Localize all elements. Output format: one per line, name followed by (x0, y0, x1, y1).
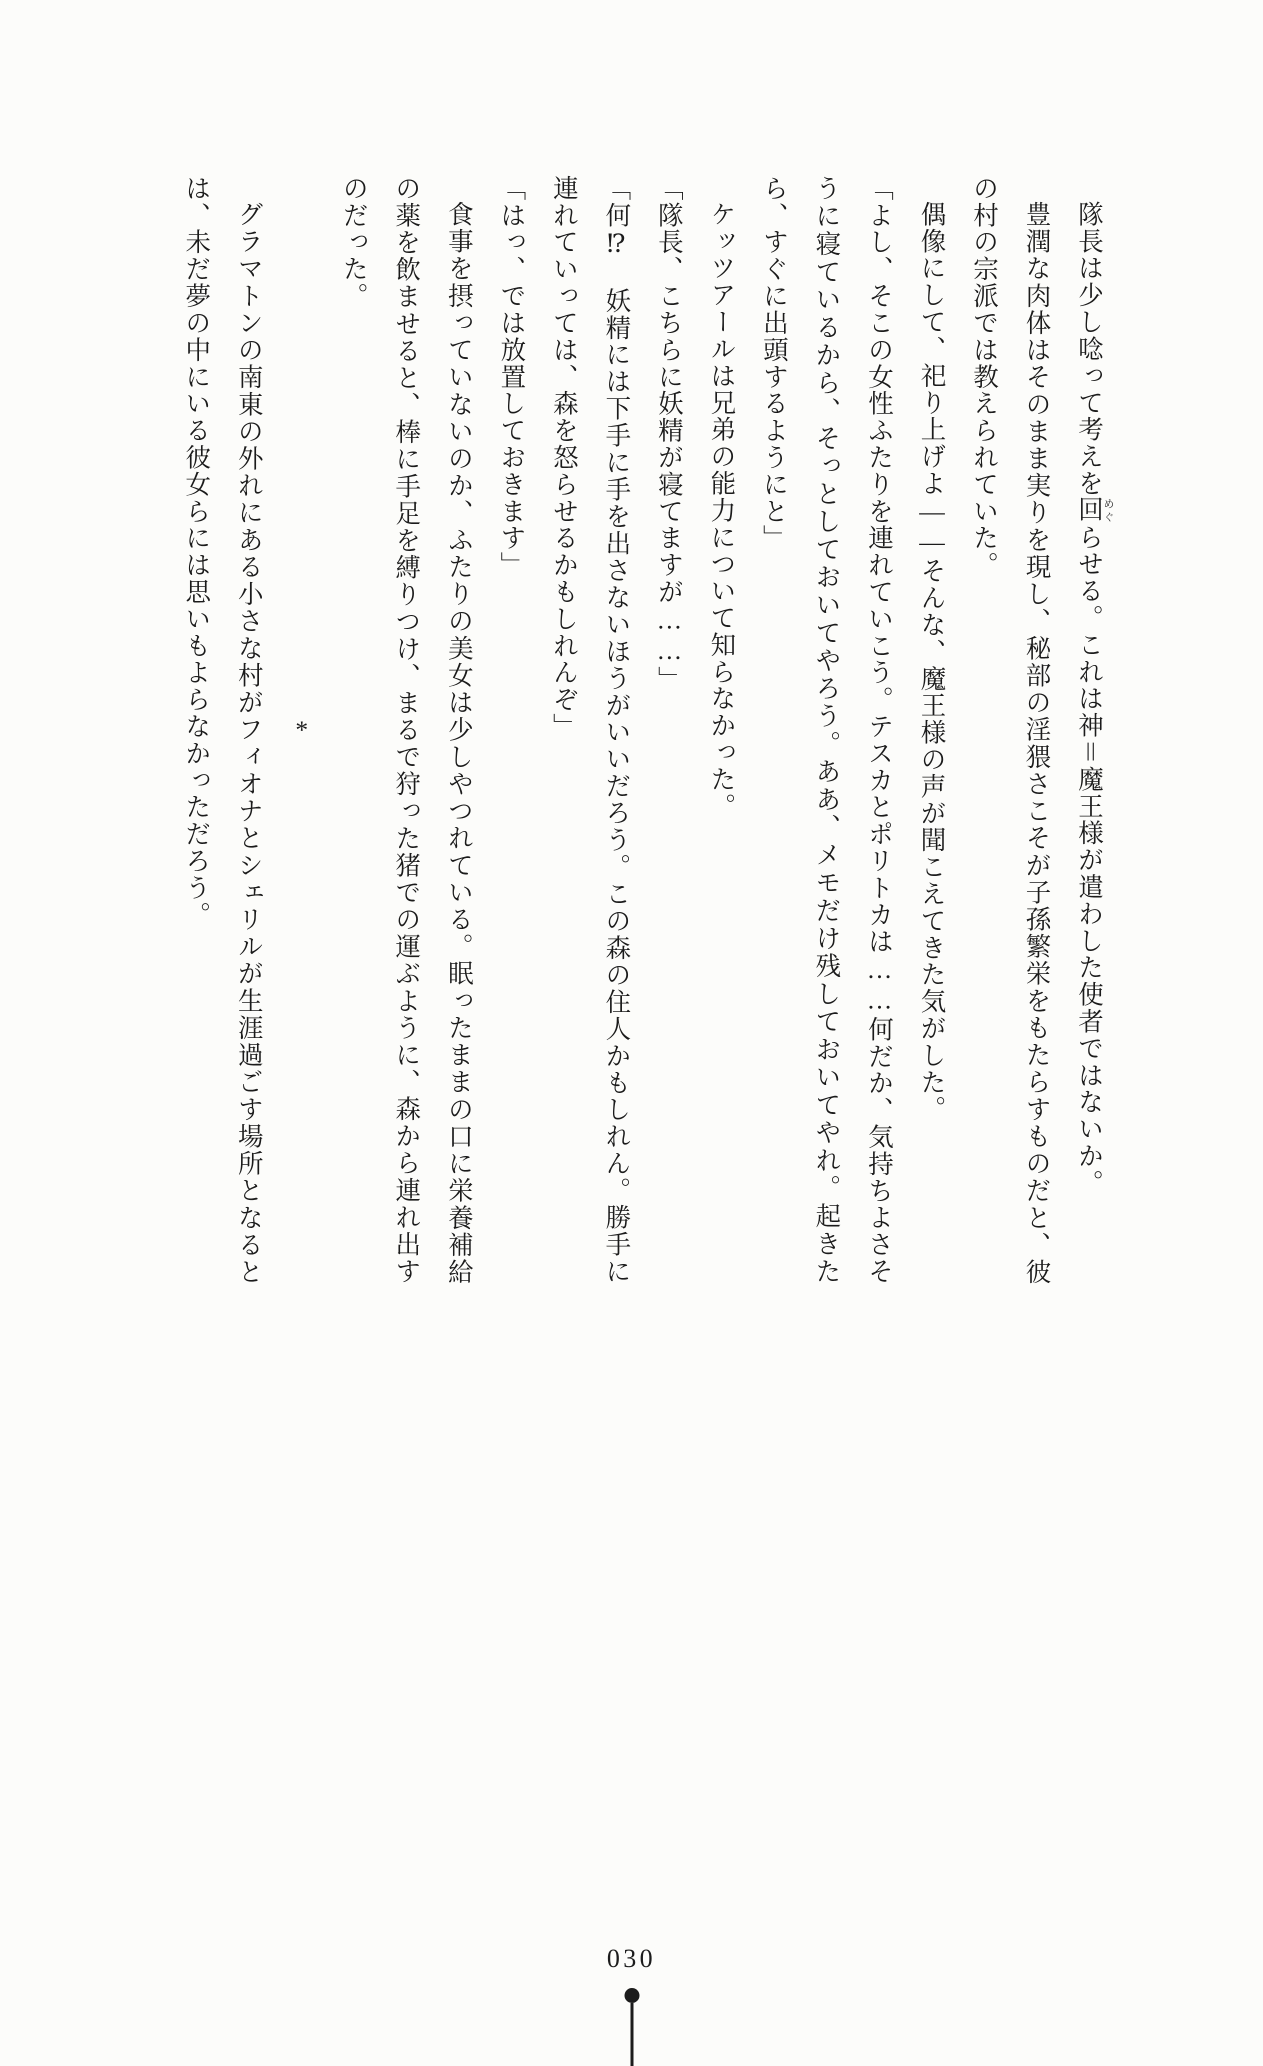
paragraph-5: ケッツアールは兄弟の能力について知らなかった。 (707, 200, 737, 820)
ruby-base: 回 (1075, 496, 1104, 524)
page-marker-dot-icon (620, 1988, 644, 2066)
page-number: 030 (606, 1944, 657, 1973)
paragraph-9: 食事を摂っていないのか、ふたりの美女は少しやつれている。眠ったままの口に栄養補給の薬を飲ませると、棒に手足を縛りつけ、まるで狩った猪での運ぶように、森から連れ出すのだった。 (339, 175, 474, 1285)
ruby-annotation (1075, 496, 1115, 524)
footer-rule (630, 2003, 633, 2066)
paragraph-4-dialogue: 「よし、そこの女性ふたりを連れていこう。テスカとポリトカは……何だか、気持ちよさそうに寝ているから、そっとしておいてやろう。ああ、メモだけ残しておいてやれ。起きたら、すぐに出頭するようにと」 (759, 175, 894, 1286)
footer-dot (624, 1988, 639, 2003)
ruby-text: めぐ (1102, 496, 1115, 524)
paragraph-1-part-b: らせる。これは神＝魔王様が遣わした使者ではないか。 (1075, 523, 1104, 1196)
paragraph-2: 豊潤な肉体はそのまま実りを現し、秘部の淫猥さこそが子孫繁栄をもたらすものだと、彼の村の宗派では教えられていた。 (969, 175, 1052, 1285)
paragraph-11: グラマトンの南東の外れにある小さな村がフィオナとシェリルが生涯過ごす場所となるとは、未だ夢の中にいる彼女らには思いもよらなかっただろう。 (182, 175, 264, 1285)
paragraph-3: 偶像にして、祀り上げよ——そんな、魔王様の声が聞こえてきた気がした。 (917, 200, 947, 1123)
paragraph-8-dialogue: 「はっ、では放置しておきます」 (497, 175, 527, 579)
novel-body-text (182, 175, 1115, 1286)
paragraph-1-part-a: 隊長は少し唸って考えを (1075, 200, 1104, 497)
paragraph-6-dialogue: 「隊長、こちらに妖精が寝てますが……」 (654, 175, 684, 694)
scene-break-asterisk: * (287, 714, 317, 746)
paragraph-7-dialogue: 「何⁉ 妖精には下手に手を出さないほうがいいだろう。この森の住人かもしれん。勝手に連れていっては、森を怒らせるかもしれんぞ」 (549, 175, 632, 1285)
paragraph-1 (1062, 175, 1115, 1285)
